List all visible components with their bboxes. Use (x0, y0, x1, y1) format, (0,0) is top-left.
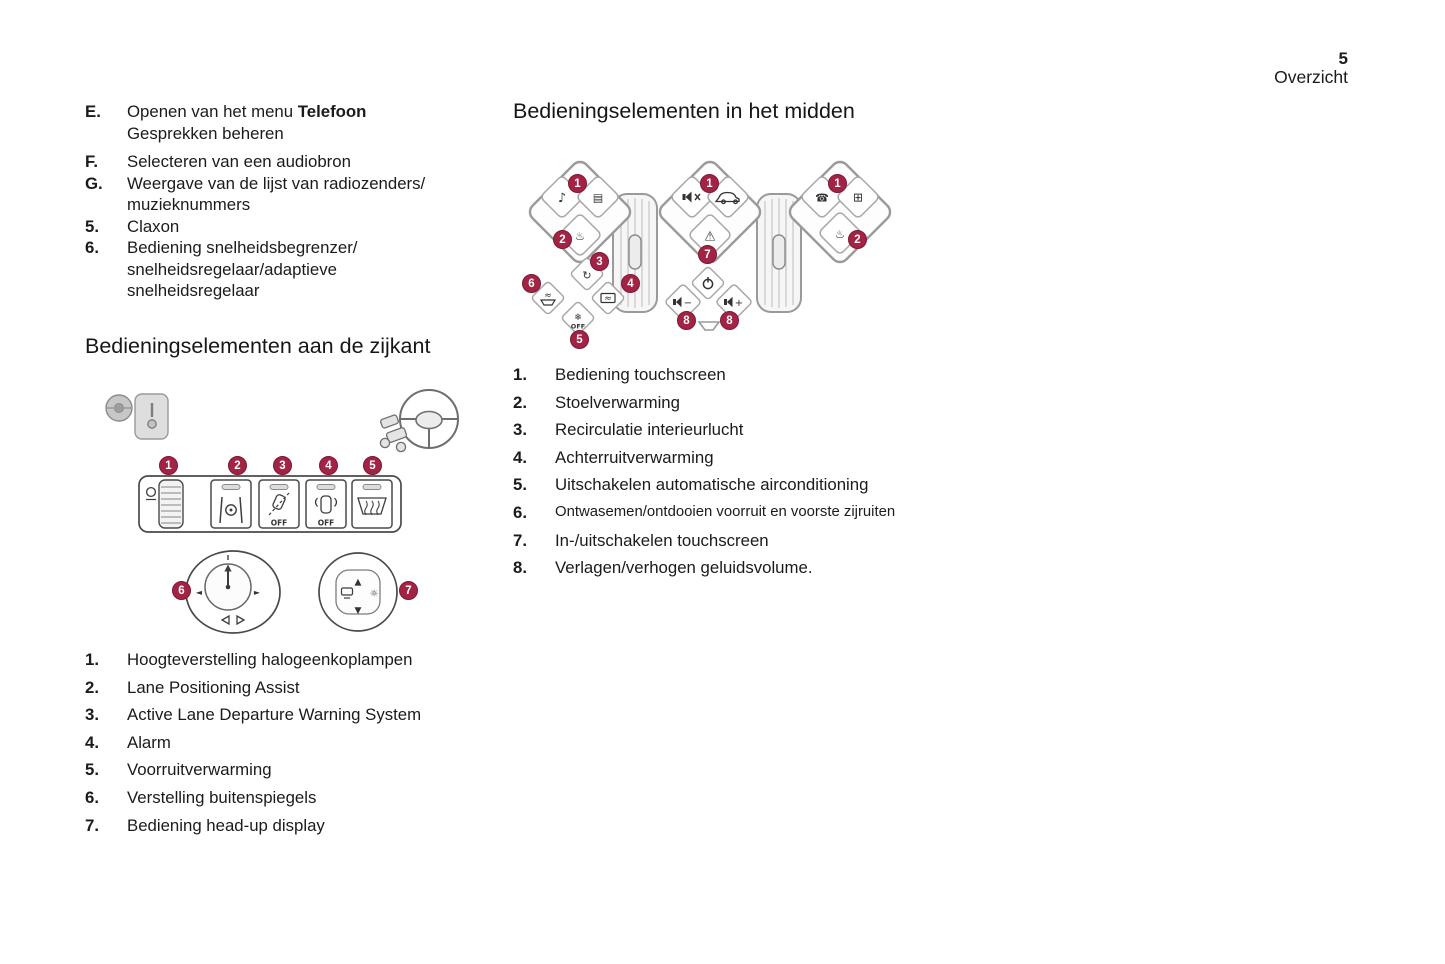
legend-line: snelheidsregelaar/adaptieve (127, 259, 337, 279)
steering-column-icon (106, 394, 168, 439)
callout-rear-defrost: 4 (621, 274, 640, 293)
down-arrow-icon: ▼ (354, 606, 362, 616)
legend-row (85, 756, 505, 784)
legend-number: 4. (85, 732, 99, 752)
legend-label: Verlagen/verhogen geluidsvolume. (555, 558, 813, 578)
callout-front-defrost: 6 (522, 274, 541, 293)
legend-line: Claxon (127, 216, 180, 236)
callout-headup-display: 7 (399, 581, 418, 600)
legend-line: muzieknummers (127, 195, 251, 214)
lane-departure-button (259, 480, 299, 528)
legend-label: Achterruitverwarming (555, 447, 714, 467)
mirror-right-arrow-icon: ► (253, 588, 261, 597)
legend-item-g (85, 173, 515, 216)
alarm-button (306, 480, 346, 528)
legend-key: 5. (85, 216, 99, 236)
windscreen-heating-button (352, 480, 392, 528)
legend-label: Voorruitverwarming (127, 760, 272, 780)
legend-number: 1. (85, 650, 99, 669)
media-icon: ♪ (557, 191, 567, 206)
legend-row (85, 674, 505, 702)
legend-number: 5. (513, 475, 527, 495)
callout-seat-heating-left: 2 (553, 230, 572, 249)
legend-line: Bediening snelheidsbegrenzer/ (127, 238, 358, 257)
legend-label: Bediening head-up display (127, 815, 325, 835)
apps-grid-icon: ⊞ (852, 190, 864, 205)
section-title-side-controls: Bedieningselementen aan de zijkant (85, 334, 431, 358)
callout-aircon-off: 5 (570, 330, 589, 349)
off-label: OFF (317, 518, 335, 528)
legend-row (513, 527, 953, 555)
lane-positioning-button (211, 480, 251, 528)
callout-lane-positioning: 2 (228, 456, 247, 475)
legend-number: 1. (513, 365, 527, 384)
legend-number: 6. (85, 787, 99, 807)
side-controls-illustration (95, 388, 475, 638)
mirror-left-arrow-icon: ◄ (195, 588, 203, 597)
aircon-snowflake-icon: ❄ (574, 313, 582, 323)
legend-number: 2. (513, 392, 527, 412)
legend-number: 6. (513, 502, 527, 522)
side-controls-art (95, 388, 475, 638)
legend-number: 2. (85, 677, 99, 697)
legend-number: 5. (85, 760, 99, 780)
callout-lane-departure: 3 (273, 456, 292, 475)
aircon-off-label: OFF (570, 322, 586, 331)
front-defrost-waves-icon: ≈ (544, 291, 552, 301)
legend-key: E. (85, 102, 101, 121)
legend-row (513, 499, 953, 527)
page-number: 5 (1338, 49, 1348, 68)
up-arrow-icon: ▲ (354, 577, 362, 588)
legend-label: Bediening touchscreen (555, 365, 726, 384)
legend-text (127, 101, 515, 144)
legend-line: snelheidsregelaar (127, 281, 260, 300)
legend-row (513, 389, 953, 417)
legend-item-e (85, 101, 515, 144)
legend-label: Hoogteverstelling halogeenkoplampen (127, 650, 413, 669)
svg-text:+: + (734, 298, 744, 309)
callout-mirror-adjust: 6 (172, 581, 191, 600)
callout-volume-up: 8 (720, 311, 739, 330)
callout-touchscreen-left: 1 (568, 174, 587, 193)
legend-row (513, 554, 953, 582)
center-controls-illustration (510, 150, 905, 350)
legend-label: Ontwasemen/ontdooien voorruit en voorste zijruiten (555, 503, 896, 520)
legend-label: Stoelverwarming (555, 392, 680, 412)
callout-windscreen-heating: 5 (363, 456, 382, 475)
rear-defrost-waves-icon: ≈ (604, 294, 612, 304)
radio-list-icon: ▤ (592, 191, 604, 205)
page-header (1274, 49, 1348, 87)
legend-text (127, 237, 515, 302)
legend-line: Weergave van de lijst van radiozenders/ (127, 173, 426, 193)
callout-volume-down: 8 (677, 311, 696, 330)
legend-number: 3. (513, 420, 527, 440)
callout-touchscreen-power: 7 (698, 245, 717, 264)
legend-item-f (85, 151, 515, 173)
legend-row (513, 444, 953, 472)
legend-line (127, 101, 515, 123)
warning-icon: ⚠ (704, 229, 716, 245)
legend-number: 4. (513, 447, 527, 467)
legend-text (127, 151, 515, 173)
phone-icon: ☎ (815, 191, 829, 205)
legend-label: Alarm (127, 732, 171, 752)
legend-row (85, 701, 505, 729)
callout-alarm: 4 (319, 456, 338, 475)
legend-label: Active Lane Departure Warning System (127, 705, 422, 725)
legend-key: F. (85, 152, 99, 171)
page-section-name: Overzicht (1274, 67, 1348, 87)
legend-number: 3. (85, 705, 99, 725)
legend-label: Recirculatie interieurlucht (555, 420, 744, 440)
legend-row (85, 784, 505, 812)
legend-number: 7. (513, 530, 527, 550)
mirror-adjust-control (186, 551, 280, 633)
seat-heating-left-icon: ♨ (574, 229, 586, 243)
legend-line: Gesprekken beheren (127, 123, 284, 143)
console-tab (699, 322, 719, 330)
legend-line-bold: Telefoon (297, 102, 367, 121)
legend-line: Selecteren van een audiobron (127, 152, 351, 171)
legend-label: Lane Positioning Assist (127, 677, 300, 697)
legend-row (85, 812, 505, 840)
brightness-icon: ☼ (369, 588, 379, 600)
legend-label: Verstelling buitenspiegels (127, 787, 317, 807)
callout-touchscreen-right: 1 (828, 174, 847, 193)
legend-row (513, 361, 953, 389)
legend-key: G. (85, 173, 103, 193)
legend-line-text: Openen van het menu (127, 102, 298, 121)
steering-wheel-icon (400, 390, 458, 448)
cluster-climate (531, 257, 625, 335)
callout-headlight-leveling: 1 (159, 456, 178, 475)
legend-label: In-/uitschakelen touchscreen (555, 530, 769, 550)
legend-row (85, 646, 505, 674)
legend-item-6 (85, 237, 515, 302)
legend-label: Uitschakelen automatische airconditioning (555, 475, 869, 495)
legend-top-list (85, 101, 515, 302)
seat-heating-right-icon: ♨ (834, 227, 846, 241)
callout-seat-heating-right: 2 (848, 230, 867, 249)
off-label: OFF (270, 518, 288, 528)
legend-row (85, 729, 505, 757)
side-controls-legend (85, 646, 505, 839)
legend-row (513, 471, 953, 499)
legend-item-5 (85, 216, 515, 238)
svg-text:−: − (683, 298, 693, 309)
callout-recirculation: 3 (590, 252, 609, 271)
center-controls-legend (513, 361, 953, 582)
legend-key: 6. (85, 238, 99, 257)
legend-number: 8. (513, 558, 527, 578)
recirculation-icon: ↻ (582, 269, 592, 282)
section-title-center-controls: Bedieningselementen in het midden (513, 99, 855, 123)
legend-row (513, 416, 953, 444)
legend-text (127, 216, 515, 238)
callout-touchscreen-center: 1 (700, 174, 719, 193)
headup-display-control (319, 553, 397, 631)
legend-number: 7. (85, 815, 99, 835)
legend-text (127, 173, 515, 216)
